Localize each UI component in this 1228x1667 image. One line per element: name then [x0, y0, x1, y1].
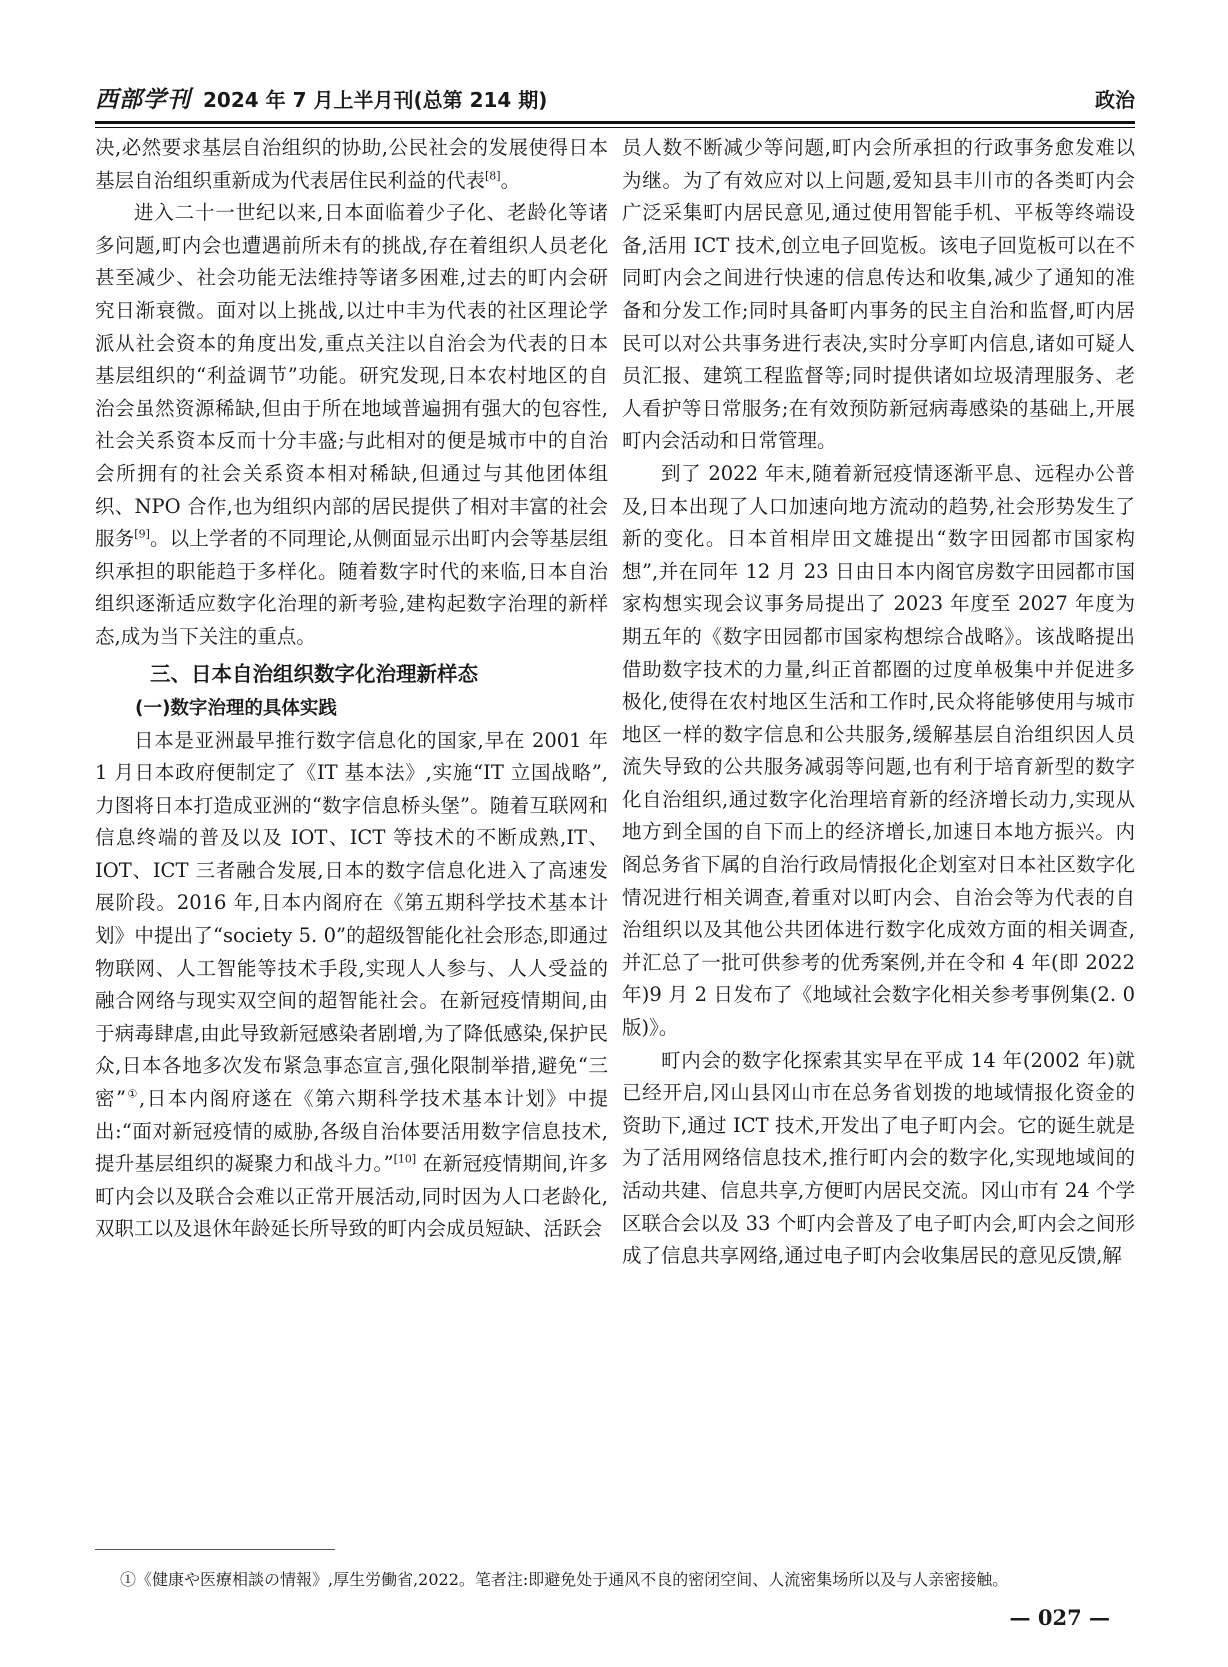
paragraph: 进入二十一世纪以来,日本面临着少子化、老龄化等诸多问题,町内会也遭遇前所未有的挑战,存在着组织人员老化甚至减少、社会功能无法维持等诸多困难,过去的町内会研究日渐衰微。面对以上挑战,以辻中丰为代表的社区理论学派从社会资本的角度出发,重点关注以自治会为代表的日本基层组织的“利益调节”功能。研究发现,日本农村地区的自治会虽然资源稀缺,但由于所在地域普遍拥有强大的包容性,社会关系资本反而十分丰盛;与此相对的便是城市中的自治会所拥有的社会关系资本相对稀缺,但通过与其他团体组织、NPO 合作,也为组织内部的居民提供了相对丰富的社会服务[9]。以上学者的不同理论,从侧面显示出町内会等基层组织承担的职能趋于多样化。随着数字时代的来临,日本自治组织逐渐适应数字化治理的新考验,建构起数字治理的新样态,成为当下关注的重点。 [95, 201, 608, 648]
paragraph: 决,必然要求基层自治组织的协助,公民社会的发展使得日本基层自治组织重新成为代表居住民利益的代表[8]。 [95, 136, 608, 192]
paragraph: 町内会的数字化探索其实早在平成 14 年(2002 年)就已经开启,冈山县冈山市在总务省划拨的地域情报化资金的资助下,通过 ICT 技术,开发出了电子町内会。它的诞生就是为了活用网络信息技术,推行町内会的数字化,实现地域间的活动共建、信息共享,方便町内居民交流。冈山市有 24 个学区联合会以及 33 个町内会普及了电子町内会,町内会之间形成了信息共享网络,通过电子町内会收集居民的意见反馈,解 [622, 1048, 1135, 1268]
footnote-marker: ① [126, 1087, 139, 1101]
right-column [622, 132, 1135, 1273]
header-rule-thick [95, 121, 1135, 124]
issue-info: 2024 年 7 月上半月刊(总第 214 期) [203, 88, 548, 112]
section-heading: 三、日本自治组织数字化治理新样态 [150, 661, 478, 686]
running-header [95, 86, 1135, 114]
paragraph: 员人数不断减少等问题,町内会所承担的行政事务愈发难以为继。为了有效应对以上问题,爱知县丰川市的各类町内会广泛采集町内居民意见,通过使用智能手机、平板等终端设备,活用 ICT 技术,创立电子回览板。该电子回览板可以在不同町内会之间进行快速的信息传达和收集,减少了通知的准备和分发工作;同时具备町内事务的民主自治和监督,町内居民可以对公共事务进行表决,实时分享町内信息,诸如可疑人员汇报、建筑工程监督等;同时提供诸如垃圾清理服务、老人看护等日常服务;在有效预防新冠病毒感染的基础上,开展町内会活动和日常管理。 [622, 136, 1135, 453]
header-rule-thin [95, 127, 1135, 128]
left-column [95, 132, 608, 1246]
journal-logo: 西部学刊 [95, 87, 191, 113]
paragraph: 到了 2022 年末,随着新冠疫情逐渐平息、远程办公普及,日本出现了人口加速向地方流动的趋势,社会形势发生了新的变化。日本首相岸田文雄提出“数字田园都市国家构想”,并在同年 12 月 23 日由日本内阁官房数字田园都市国家构想实现会议事务局提出了 2023 年度至 2027 年度为期五年的《数字田园都市国家构想综合战略》。该战略提出借助数字技术的力量,纠正首都圈的过度单极集中并促进多极化,使得在农村地区生活和工作时,民众将能够使用与城市地区一样的数字信息和公共服务,缓解基层自治组织因人员流失导致的公共服务减弱等问题,也有利于培育新型的数字化自治组织,通过数字化治理培育新的经济增长动力,实现从地方到全国的自下而上的经济增长,加速日本地方振兴。内阁总务省下属的自治行政局情报化企划室对日本社区数字化情况进行相关调查,着重对以町内会、自治会等为代表的自治组织以及其他公共团体进行数字化成效方面的相关调查,并汇总了一批可供参考的优秀案例,并在令和 4 年(即 2022 年)9 月 2 日发布了《地域社会数字化相关参考事例集(2. 0 版)》。 [622, 461, 1135, 1040]
page-number: — 027 — [1009, 1605, 1110, 1630]
citation: [9] [134, 527, 150, 541]
subsection-heading: (一)数字治理的具体实践 [135, 697, 337, 719]
footnote: ①《健康や医療相談の情報》,厚生労働省,2022。笔者注:即避免处于通风不良的密闭空间、人流密集场所以及与人亲密接触。 [120, 1570, 1009, 1589]
section-name: 政治 [1095, 88, 1135, 112]
citation: [10] [393, 1152, 417, 1166]
footnote-rule [95, 1549, 335, 1550]
paragraph: 日本是亚洲最早推行数字信息化的国家,早在 2001 年 1 月日本政府便制定了《IT 基本法》,实施“IT 立国战略”,力图将日本打造成亚洲的“数字信息桥头堡”。随着互联网和信息终端的普及以及 IOT、ICT 等技术的不断成熟,IT、IOT、ICT 三者融合发展,日本的数字信息化进入了高速发展阶段。2016 年,日本内阁府在《第五期科学技术基本计划》中提出了“society 5. 0”的超级智能化社会形态,即通过物联网、人工智能等技术手段,实现人人参与、人人受益的融合网络与现实双空间的超智能社会。在新冠疫情期间,由于病毒肆虐,由此导致新冠感染者剧增,为了降低感染,保护民众,日本各地多次发布紧急事态宣言,强化限制举措,避免“三密”①,日本内阁府遂在《第六期科学技术基本计划》中提出:“面对新冠疫情的威胁,各级自治体要活用数字信息技术,提升基层组织的凝聚力和战斗力。”[10] 在新冠疫情期间,许多町内会以及联合会难以正常开展活动,同时因为人口老龄化,双职工以及退休年龄延长所导致的町内会成员短缺、活跃会 [95, 728, 608, 1241]
citation: [8] [485, 169, 501, 183]
